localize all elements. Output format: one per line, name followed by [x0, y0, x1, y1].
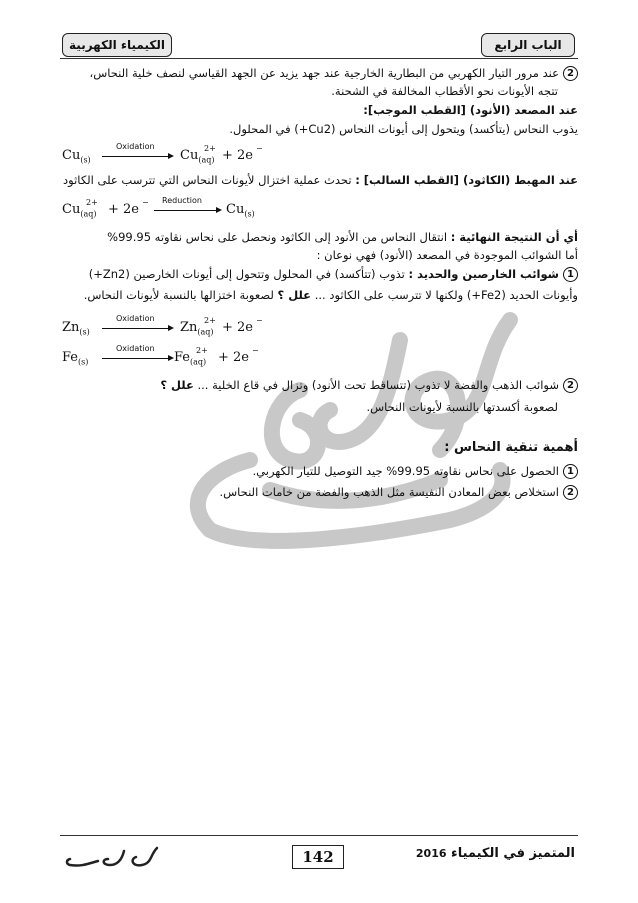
brand-name: المتميز في الكيمياء	[451, 846, 575, 861]
number-badge: 2	[563, 485, 578, 500]
anode-heading: عند المصعد (الأنود) [القطب الموجب]:	[363, 103, 578, 117]
impurity-1-text: تذوب (تتأكسد) في المحلول وتتحول إلى أيونات الخارصين (Zn2+)	[88, 267, 405, 281]
number-badge: 1	[563, 267, 578, 282]
impurity-1-title: شوائب الخارصين والحديد :	[408, 267, 559, 281]
importance-item-2: 2استخلاص بعض المعادن النفيسة مثل الذهب والفضة من خامات النحاس.	[219, 485, 578, 500]
importance-item-1: 1الحصول على نحاس نقاوته 99.95% جيد التوصيل للتيار الكهربي.	[253, 464, 579, 479]
chapter-tab: الباب الرابع	[481, 33, 575, 57]
footer-year: 2016	[415, 847, 447, 860]
footer-brand	[415, 846, 575, 861]
topic-tab: الكيمياء الكهربية	[62, 33, 172, 57]
footer-divider	[60, 835, 578, 836]
number-badge: 2	[563, 66, 578, 81]
equation-zn-oxidation: $Zn_{(s)}$ Oxidation $Zn_{(aq)}$ 2+ + 2e −	[62, 314, 263, 337]
impurities-intro: أما الشوائب الموجودة في المصعد (الأنود) فهي نوعان :	[316, 248, 578, 262]
result-label: أي أن النتيجة النهائية :	[450, 230, 578, 244]
page-number: 142	[292, 845, 344, 869]
header-divider	[60, 58, 578, 59]
why-question: علل ؟	[160, 378, 194, 392]
anode-text: يذوب النحاس (يتأكسد) ويتحول إلى أيونات النحاس (Cu2+) في المحلول.	[229, 122, 578, 136]
equation-fe-oxidation: $Fe_{(s)}$ Oxidation $Fe_{(aq)}$ 2+ + 2e −	[62, 344, 259, 367]
importance-heading: أهمية تنقية النحاس :	[444, 440, 578, 455]
equation-cu-reduction: $Cu_{(aq)}$ 2+ + 2e − Reduction $Cu_{(s)}$	[62, 196, 255, 219]
result-line	[107, 230, 578, 244]
signature-logo	[62, 843, 162, 873]
result-text: انتقال النحاس من الأنود إلى الكاثود ونحصل على نحاس نقاوته 99.95%	[107, 230, 448, 244]
point-2-text: عند مرور التيار الكهربي من البطارية الخارجية عند جهد يزيد عن الجهد القياسي لنصف خلية النحاس،	[89, 66, 559, 80]
point-2-line2: تتجه الأيونات نحو الأقطاب المخالفة في الشحنة.	[331, 84, 558, 98]
impurity-2-line1: 2شوائب الذهب والفضة لا تذوب (تتساقط تحت الأنود) وتزال في قاع الخلية ... علل ؟	[160, 378, 578, 393]
cathode-heading: عند المهبط (الكاثود) [القطب السالب] :	[355, 173, 578, 187]
number-badge: 1	[563, 464, 578, 479]
impurity-1-line1	[89, 267, 578, 282]
cathode-text: تحدث عملية اختزال لأيونات النحاس التي تترسب على الكاثود	[63, 173, 352, 187]
impurity-2-line2: لصعوبة أكسدتها بالنسبة لأيونات النحاس.	[366, 400, 558, 414]
impurity-1-line2: وأيونات الحديد (Fe2+) ولكنها لا تترسب على الكاثود ... علل ؟ لصعوبة اختزالها بالنسبة لأيونات النحاس.	[83, 288, 578, 302]
point-2-line1	[90, 66, 579, 81]
cathode-line	[63, 173, 578, 187]
equation-cu-oxidation: $Cu_{(s)}$ Oxidation $Cu_{(aq)}$ 2+ + 2e −	[62, 142, 263, 165]
number-badge: 2	[563, 378, 578, 393]
why-question: علل ؟	[277, 288, 312, 302]
